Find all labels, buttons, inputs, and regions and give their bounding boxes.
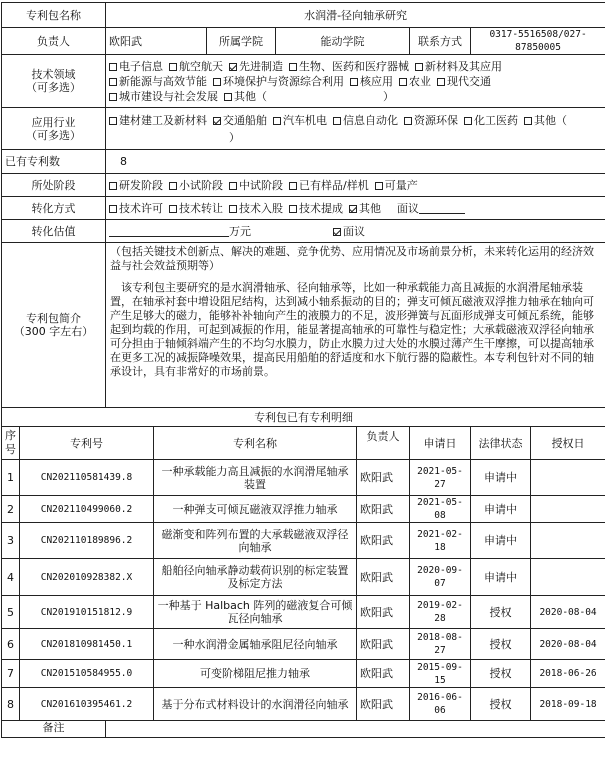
valuation-negotiable-label: 面议 — [343, 224, 365, 238]
industry-option-label: 资源环保 — [414, 113, 458, 127]
industry-label: 应用行业 （可多选） — [2, 108, 106, 150]
cell-granted: 2018-06-26 — [531, 660, 605, 688]
cell-patent-id: CN201610395461.2 — [20, 688, 154, 721]
tech-field-checkbox[interactable] — [109, 78, 117, 86]
cell-owner: 欧阳武 — [357, 596, 410, 629]
cell-owner: 欧阳武 — [357, 688, 410, 721]
tech-field-checkbox[interactable] — [229, 63, 237, 71]
tech-field-option-label: 环境保护与资源综合利用 — [223, 74, 344, 88]
industry-checkbox[interactable] — [213, 117, 221, 125]
cell-filed: 2016-06-06 — [410, 688, 471, 721]
cell-no: 4 — [2, 559, 20, 596]
tech-field-option-1[interactable] — [169, 59, 223, 74]
stage-option-3[interactable] — [289, 179, 369, 192]
stage-checkbox[interactable] — [109, 182, 117, 190]
stage-option-label: 研发阶段 — [119, 178, 163, 192]
stage-checkbox[interactable] — [229, 182, 237, 190]
valuation-label: 转化估值 — [2, 220, 106, 243]
cell-granted — [531, 559, 605, 596]
tech-field-option-label: 电子信息 — [119, 59, 163, 73]
tech-field-option-label: 新材料及其应用 — [425, 59, 502, 73]
tech-field-option-6[interactable] — [213, 74, 344, 89]
tech-field-option-label: 城市建设与社会发展 — [119, 89, 218, 103]
tech-field-checkbox[interactable] — [415, 63, 423, 71]
table-row — [2, 688, 605, 721]
tech-field-option-11[interactable] — [224, 89, 267, 104]
tech-field-option-label: 农业 — [409, 74, 431, 88]
header-granted: 授权日 — [531, 427, 605, 460]
tech-field-option-4[interactable] — [415, 59, 502, 74]
remarks-label: 备注 — [2, 721, 106, 738]
cell-patent-name: 一种基于 Halbach 阵列的磁液复合可倾瓦径向轴承 — [154, 596, 357, 629]
cell-patent-id: CN202110189896.2 — [20, 523, 154, 559]
college-value: 能动学院 — [276, 28, 410, 55]
industry-option-6[interactable] — [524, 112, 567, 129]
cell-patent-id: CN201910151812.9 — [20, 596, 154, 629]
header-patent-id: 专利号 — [20, 427, 154, 460]
cell-filed: 2015-09-15 — [410, 660, 471, 688]
stage-checkbox[interactable] — [289, 182, 297, 190]
industry-checkbox[interactable] — [333, 117, 341, 125]
table-row — [2, 660, 605, 688]
industry-option-2[interactable] — [273, 112, 327, 129]
tech-field-option-5[interactable] — [109, 74, 207, 89]
cell-status: 申请中 — [471, 523, 531, 559]
tech-field-checkbox[interactable] — [213, 78, 221, 86]
contact-value: 0317-5516508/027-87850005 — [471, 28, 605, 55]
tech-field-option-label: 航空航天 — [179, 59, 223, 73]
tech-field-option-10[interactable] — [109, 89, 218, 104]
industry-options — [106, 108, 605, 150]
cell-patent-id: CN202010928382.X — [20, 559, 154, 596]
cell-status: 授权 — [471, 629, 531, 660]
transfer-option-0[interactable] — [109, 202, 163, 215]
cell-status: 申请中 — [471, 559, 531, 596]
package-name-label: 专利包名称 — [2, 3, 106, 28]
industry-option-4[interactable] — [404, 112, 458, 129]
cell-patent-name: 船舶径向轴承静动载荷识别的标定装置及标定方法 — [154, 559, 357, 596]
remarks-value — [106, 721, 605, 738]
patent-count-label: 已有专利数 — [2, 150, 106, 174]
cell-granted — [531, 460, 605, 496]
industry-option-3[interactable] — [333, 112, 398, 129]
tech-field-option-7[interactable] — [350, 74, 393, 89]
industry-option-label: 建材建工及新材料 — [119, 113, 207, 127]
stage-checkbox[interactable] — [375, 182, 383, 190]
tech-field-close: ） — [383, 89, 394, 103]
cell-no: 2 — [2, 496, 20, 523]
industry-option-label: 信息自动化 — [343, 113, 398, 127]
tech-field-option-2[interactable] — [229, 59, 283, 74]
industry-checkbox[interactable] — [109, 117, 117, 125]
cell-owner: 欧阳武 — [357, 629, 410, 660]
cell-no: 7 — [2, 660, 20, 688]
cell-granted: 2020-08-04 — [531, 629, 605, 660]
cell-patent-name: 磁渐变和阵列布置的大承载磁液双浮径向轴承 — [154, 523, 357, 559]
stage-option-1[interactable] — [169, 179, 223, 192]
tech-field-checkbox[interactable] — [109, 63, 117, 71]
transfer-checkbox[interactable] — [169, 205, 177, 213]
tech-field-checkbox[interactable] — [224, 93, 232, 101]
tech-field-option-label: 新能源与高效节能 — [119, 74, 207, 88]
industry-checkbox[interactable] — [404, 117, 412, 125]
cell-status: 申请中 — [471, 496, 531, 523]
transfer-label: 转化方式 — [2, 197, 106, 220]
summary-hint: （包括关键技术创新点、解决的难题、竞争优势、应用情况及市场前景分析，未来转化运用的经济效益与社会效益预期等） — [110, 245, 594, 272]
table-row — [2, 596, 605, 629]
cell-granted: 2020-08-04 — [531, 596, 605, 629]
owner-label: 负责人 — [2, 28, 106, 55]
header-status: 法律状态 — [471, 427, 531, 460]
stage-checkbox[interactable] — [169, 182, 177, 190]
cell-no: 6 — [2, 629, 20, 660]
transfer-checkbox[interactable] — [289, 205, 297, 213]
cell-owner: 欧阳武 — [357, 496, 410, 523]
cell-filed: 2020-09-07 — [410, 559, 471, 596]
college-label: 所属学院 — [207, 28, 276, 55]
detail-header-row — [2, 427, 605, 460]
valuation-unit: 万元 — [229, 224, 251, 238]
patent-count-value: 8 — [106, 150, 605, 174]
cell-granted: 2018-09-18 — [531, 688, 605, 721]
cell-filed: 2019-02-28 — [410, 596, 471, 629]
stage-option-2[interactable] — [229, 179, 283, 192]
transfer-option-2[interactable] — [229, 202, 283, 215]
header-no: 序号 — [2, 427, 20, 460]
industry-option-0[interactable] — [109, 112, 207, 129]
tech-field-option-9[interactable] — [437, 74, 491, 89]
table-row — [2, 559, 605, 596]
contact-label: 联系方式 — [410, 28, 471, 55]
valuation-blank[interactable] — [109, 226, 229, 237]
cell-owner: 欧阳武 — [357, 660, 410, 688]
tech-field-checkbox[interactable] — [169, 63, 177, 71]
stage-option-label: 小试阶段 — [179, 178, 223, 192]
cell-granted — [531, 496, 605, 523]
cell-owner: 欧阳武 — [357, 559, 410, 596]
transfer-negotiable-blank[interactable] — [419, 203, 465, 214]
table-row — [2, 496, 605, 523]
cell-patent-name: 一种弹支可倾瓦磁液双浮推力轴承 — [154, 496, 357, 523]
transfer-option-label: 技术提成 — [299, 201, 343, 215]
transfer-negotiable-label: 面议 — [397, 201, 419, 215]
transfer-option-label: 技术许可 — [119, 201, 163, 215]
stage-option-label: 已有样品/样机 — [299, 178, 369, 192]
summary-label: 专利包简介 （300 字左右） — [2, 243, 106, 408]
tech-field-checkbox[interactable] — [399, 78, 407, 86]
cell-owner: 欧阳武 — [357, 523, 410, 559]
stage-option-label: 可量产 — [384, 178, 418, 192]
stage-option-label: 中试阶段 — [239, 178, 283, 192]
tech-field-option-label: 现代交通 — [447, 74, 491, 88]
summary-body: 该专利包主要研究的是水润滑轴承、径向轴承等，比如一种承载能力高且减振的水润滑尾轴承装置，在轴承衬套中增设阻尼结构，达到减小轴系振动的目的；弹支可倾瓦磁液双浮推力轴承在轴向可产生足够大的磁力，能够补补轴向产生的液膜力的不足，波形弹簧与瓦面形成弹支可倾瓦系统，能够起到均载的作用，可起到减振的作用，能显著提高轴承的可靠性与稳定性；大承载磁液双浮径向轴承可分担由于轴倾斜端产生的不均匀水膜力，防止水膜力过大处的水膜过薄产生干摩擦，可以提高轴承在更多工况的减振降噪效果，提高民用船舶的舒适度和水下航行器的隐蔽性。本专利包针对不同的轴承设计，具有非常好的市场前景。 — [110, 281, 594, 378]
cell-patent-id: CN202110581439.8 — [20, 460, 154, 496]
tech-field-checkbox[interactable] — [109, 93, 117, 101]
valuation-value — [106, 220, 605, 243]
transfer-option-label: 技术入股 — [239, 201, 283, 215]
tech-field-option-8[interactable] — [399, 74, 431, 89]
cell-filed: 2021-05-27 — [410, 460, 471, 496]
header-filed: 申请日 — [410, 427, 471, 460]
transfer-checkbox[interactable] — [349, 205, 357, 213]
form-table — [1, 2, 605, 738]
industry-option-5[interactable] — [464, 112, 518, 129]
summary-content — [106, 243, 605, 408]
tech-field-option-3[interactable] — [289, 59, 409, 74]
stage-option-4[interactable] — [375, 179, 418, 192]
cell-patent-name: 一种承载能力高且减振的水润滑尾轴承装置 — [154, 460, 357, 496]
industry-close: ） — [229, 130, 240, 144]
transfer-option-3[interactable] — [289, 202, 343, 215]
tech-field-checkbox[interactable] — [437, 78, 445, 86]
cell-granted — [531, 523, 605, 559]
stage-option-0[interactable] — [109, 179, 163, 192]
industry-option-label: 交通船舶 — [223, 113, 267, 127]
tech-field-option-label: 生物、医药和医疗器械 — [299, 59, 409, 73]
transfer-checkbox[interactable] — [229, 205, 237, 213]
industry-checkbox[interactable] — [524, 117, 532, 125]
industry-option-label: 化工医药 — [474, 113, 518, 127]
tech-field-option-label: 其他（ — [234, 89, 267, 103]
cell-status: 授权 — [471, 688, 531, 721]
industry-option-label: 其他（ — [534, 113, 567, 127]
tech-field-option-label: 核应用 — [360, 74, 393, 88]
tech-field-label: 技术领域 （可多选） — [2, 55, 106, 108]
transfer-checkbox[interactable] — [109, 205, 117, 213]
cell-no: 1 — [2, 460, 20, 496]
cell-patent-id: CN202110499060.2 — [20, 496, 154, 523]
package-name-value: 水润滑-径向轴承研究 — [106, 3, 605, 28]
tech-field-checkbox[interactable] — [289, 63, 297, 71]
cell-patent-name: 可变阶梯阻尼推力轴承 — [154, 660, 357, 688]
cell-patent-name: 一种水润滑金属轴承阻尼径向轴承 — [154, 629, 357, 660]
cell-patent-id: CN201810981450.1 — [20, 629, 154, 660]
transfer-options — [106, 197, 605, 220]
transfer-option-label: 技术转让 — [179, 201, 223, 215]
cell-status: 申请中 — [471, 460, 531, 496]
transfer-option-label: 其他 — [359, 201, 381, 215]
cell-no: 8 — [2, 688, 20, 721]
tech-field-option-label: 先进制造 — [239, 59, 283, 73]
header-owner: 负责人 — [357, 427, 410, 460]
industry-checkbox[interactable] — [464, 117, 472, 125]
cell-filed: 2021-05-08 — [410, 496, 471, 523]
table-row — [2, 629, 605, 660]
industry-option-1[interactable] — [213, 112, 267, 129]
cell-patent-name: 基于分布式材料设计的水润滑径向轴承 — [154, 688, 357, 721]
industry-option-label: 汽车机电 — [283, 113, 327, 127]
owner-value: 欧阳武 — [106, 28, 207, 55]
cell-no: 5 — [2, 596, 20, 629]
industry-checkbox[interactable] — [273, 117, 281, 125]
stage-label: 所处阶段 — [2, 174, 106, 197]
cell-no: 3 — [2, 523, 20, 559]
tech-field-options — [106, 55, 605, 108]
cell-owner: 欧阳武 — [357, 460, 410, 496]
transfer-option-4[interactable] — [349, 202, 381, 215]
stage-options — [106, 174, 605, 197]
cell-filed: 2018-08-27 — [410, 629, 471, 660]
cell-filed: 2021-02-18 — [410, 523, 471, 559]
detail-title: 专利包已有专利明细 — [2, 408, 605, 427]
table-row — [2, 460, 605, 496]
transfer-option-1[interactable] — [169, 202, 223, 215]
cell-patent-id: CN201510584955.0 — [20, 660, 154, 688]
tech-field-checkbox[interactable] — [350, 78, 358, 86]
table-row — [2, 523, 605, 559]
header-patent-name: 专利名称 — [154, 427, 357, 460]
tech-field-option-0[interactable] — [109, 59, 163, 74]
cell-status: 授权 — [471, 596, 531, 629]
valuation-negotiable-checkbox[interactable] — [333, 228, 341, 236]
cell-status: 授权 — [471, 660, 531, 688]
